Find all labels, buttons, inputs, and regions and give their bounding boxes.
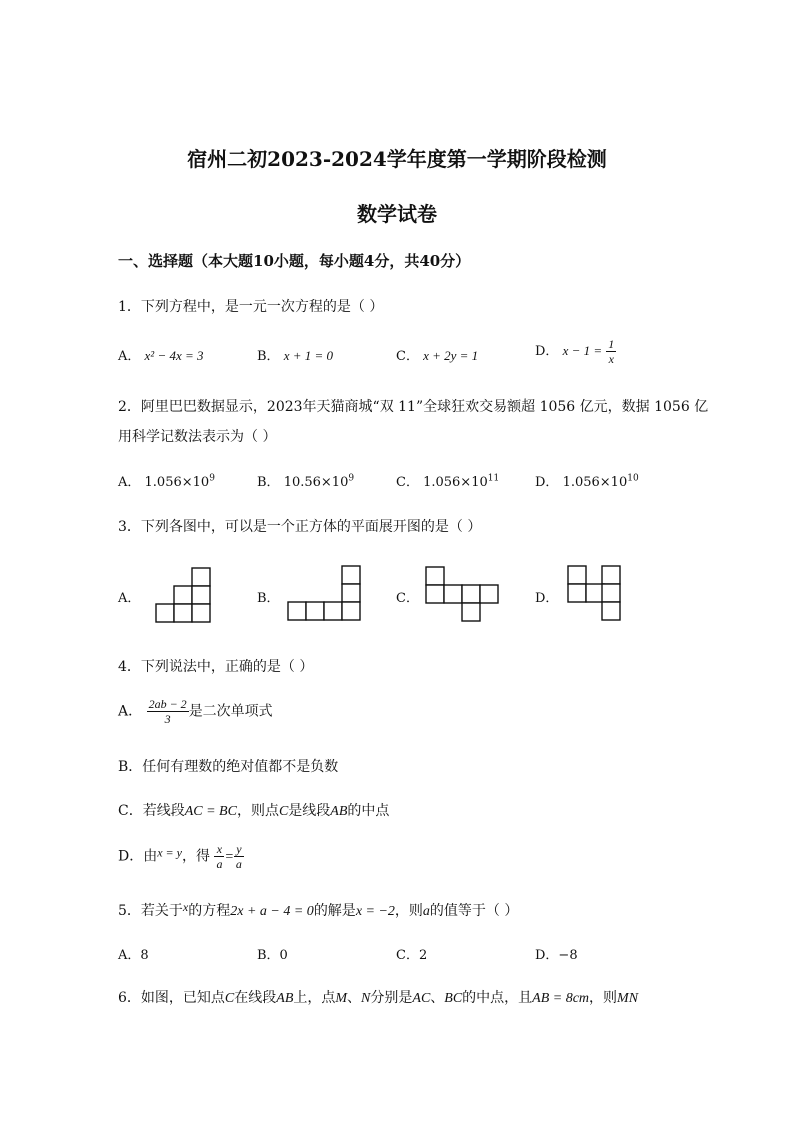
q2-stem-line2: 用科学记数法表示为（ ） bbox=[118, 429, 277, 445]
q3-option-c-label: C． bbox=[396, 591, 419, 606]
q4-stem: 4．下列说法中，正确的是（ ） bbox=[118, 659, 314, 675]
q4-option-c: C．若线段AC = BC，则点C是线段AB的中点 bbox=[118, 803, 390, 819]
q5-stem: 5．若关于x的方程2x + a − 4 = 0的解是x = −2，则a的值等于（ ） bbox=[118, 900, 519, 919]
exam-title: 宿州二初2023-2024学年度第一学期阶段检测 bbox=[187, 147, 607, 171]
q5-option-b: B．0 bbox=[257, 948, 288, 963]
q1-option-d-fraction: $\frac{1}{x}$ bbox=[608, 337, 615, 366]
q4-option-d: D．由x = y，得 $\frac{x}{a}$ = $\frac{y}{a}$ bbox=[118, 842, 242, 871]
q4-option-d-fraction-right: $\frac{y}{a}$ bbox=[235, 842, 242, 871]
q2-option-b: B． $10.56\times 10^9$ bbox=[257, 473, 355, 490]
q2-option-d: D． $1.056\times 10^{10}$ bbox=[535, 473, 639, 490]
q3-stem: 3．下列各图中，可以是一个正方体的平面展开图的是（ ） bbox=[118, 519, 482, 535]
q3-figure-d bbox=[566, 564, 624, 628]
q1-option-a-math: x² − 4x = 3 bbox=[144, 348, 204, 363]
q5-option-c: C．2 bbox=[396, 948, 428, 963]
q1-option-b-math: x + 1 = 0 bbox=[283, 348, 334, 363]
q4-option-d-fraction-left: $\frac{x}{a}$ bbox=[216, 842, 223, 871]
q1-option-d-math: x − 1 = bbox=[562, 343, 603, 358]
q1-option-c: C． x + 2y = 1 bbox=[396, 348, 479, 364]
q1-option-c-math: x + 2y = 1 bbox=[423, 348, 479, 363]
q2-option-a: A． $1.056\times 10^9$ bbox=[118, 473, 215, 490]
q3-option-b-label: B． bbox=[257, 591, 280, 606]
q5-option-a: A．8 bbox=[118, 948, 149, 963]
q6-stem: 6．如图，已知点C在线段AB上，点M、N分别是AC、BC的中点，且AB = 8cm，则MN bbox=[118, 990, 639, 1006]
q3-figure-c bbox=[424, 565, 500, 629]
q1-option-b: B． x + 1 = 0 bbox=[257, 348, 334, 364]
q4-option-a-fraction: $\frac{2ab - 2}{3}$ bbox=[148, 697, 187, 726]
section-heading: 一、选择题（本大题10小题，每小题4分，共40分） bbox=[118, 252, 471, 270]
q2-stem-line1: 2．阿里巴巴数据显示，2023年天猫商城“双 11”全球狂欢交易额超 1056 亿元，数据 1056 亿 bbox=[118, 399, 709, 415]
q4-option-b: B．任何有理数的绝对值都不是负数 bbox=[118, 759, 339, 775]
q3-option-d-label: D． bbox=[535, 591, 559, 606]
q4-option-a: A． $\frac{2ab - 2}{3}$ 是二次单项式 bbox=[118, 697, 273, 726]
q3-figure-a bbox=[152, 566, 212, 630]
q1-option-d: D． x − 1 = $\frac{1}{x}$ bbox=[535, 337, 615, 366]
q3-figure-b bbox=[286, 564, 364, 630]
q1-option-a: A． x² − 4x = 3 bbox=[118, 348, 204, 364]
q1-stem: 1．下列方程中，是一元一次方程的是（ ） bbox=[118, 299, 384, 315]
exam-subtitle: 数学试卷 bbox=[357, 202, 437, 226]
q2-option-c: C． $1.056\times 10^{11}$ bbox=[396, 473, 500, 490]
q3-option-a-label: A． bbox=[118, 591, 141, 606]
q5-option-d: D．−8 bbox=[535, 948, 578, 963]
